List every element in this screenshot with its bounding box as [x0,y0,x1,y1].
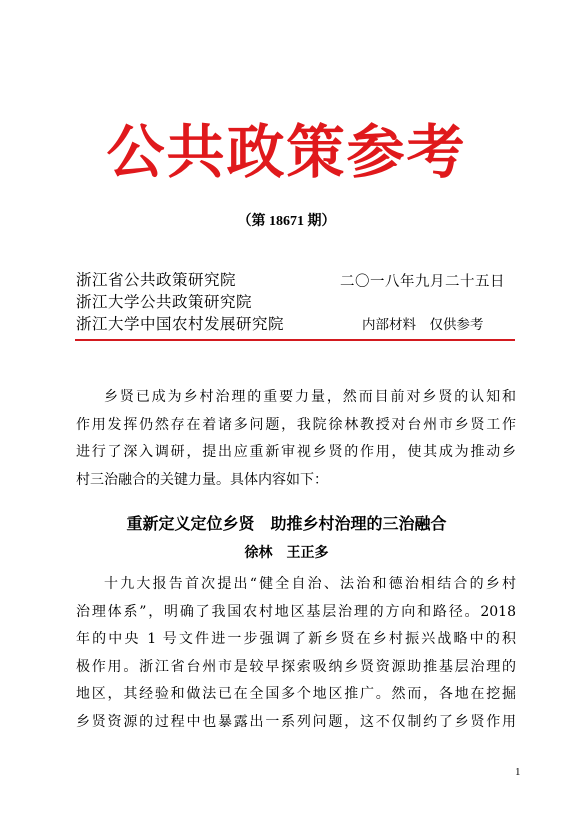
body-line: 十九大报告首次提出“健全自治、法治和德治相结合的乡村 [104,576,516,592]
intro-line: 进行了深入调研，提出应重新审视乡贤的作用，使其成为推动乡 [76,444,516,460]
body-line: 极作用。浙江省台州市是较早探索吸纳乡贤资源助推基层治理的 [76,658,516,675]
organization-2: 浙江大学公共政策研究院 [76,293,253,311]
masthead-title: 公共政策参考 [106,118,467,186]
page-number: 1 [515,766,521,778]
article-authors: 徐林 王正多 [244,545,329,561]
issue-number: （第 18671 期） [237,214,336,229]
article-title: 重新定义定位乡贤 助推乡村治理的三治融合 [126,514,447,533]
body-line: 年的中央 1 号文件进一步强调了新乡贤在乡村振兴战略中的积 [76,631,516,647]
intro-line: 村三治融合的关键力量。具体内容如下： [76,471,328,488]
article-body [76,571,516,736]
intro-paragraph [76,384,516,494]
organization-3: 浙江大学中国农村发展研究院 [76,315,285,333]
body-line: 地区，其经验和做法已在全国多个地区推广。然而，各地在挖掘 [76,686,516,702]
intro-line: 作用发挥仍然存在着诸多问题，我院徐林教授对台州市乡贤工作 [76,416,516,433]
body-line: 乡贤资源的过程中也暴露出一系列问题，这不仅制约了乡贤作用 [76,713,516,730]
organization-1: 浙江省公共政策研究院 [76,271,237,289]
intro-line: 乡贤已成为乡村治理的重要力量，然而目前对乡贤的认知和 [104,389,516,405]
body-line: 治理体系”，明确了我国农村地区基层治理的方向和路径。2018 [76,603,516,620]
header-divider [75,339,515,341]
classification-note: 内部材料 仅供参考 [362,317,484,333]
publish-date: 二〇一八年九月二十五日 [340,274,505,290]
